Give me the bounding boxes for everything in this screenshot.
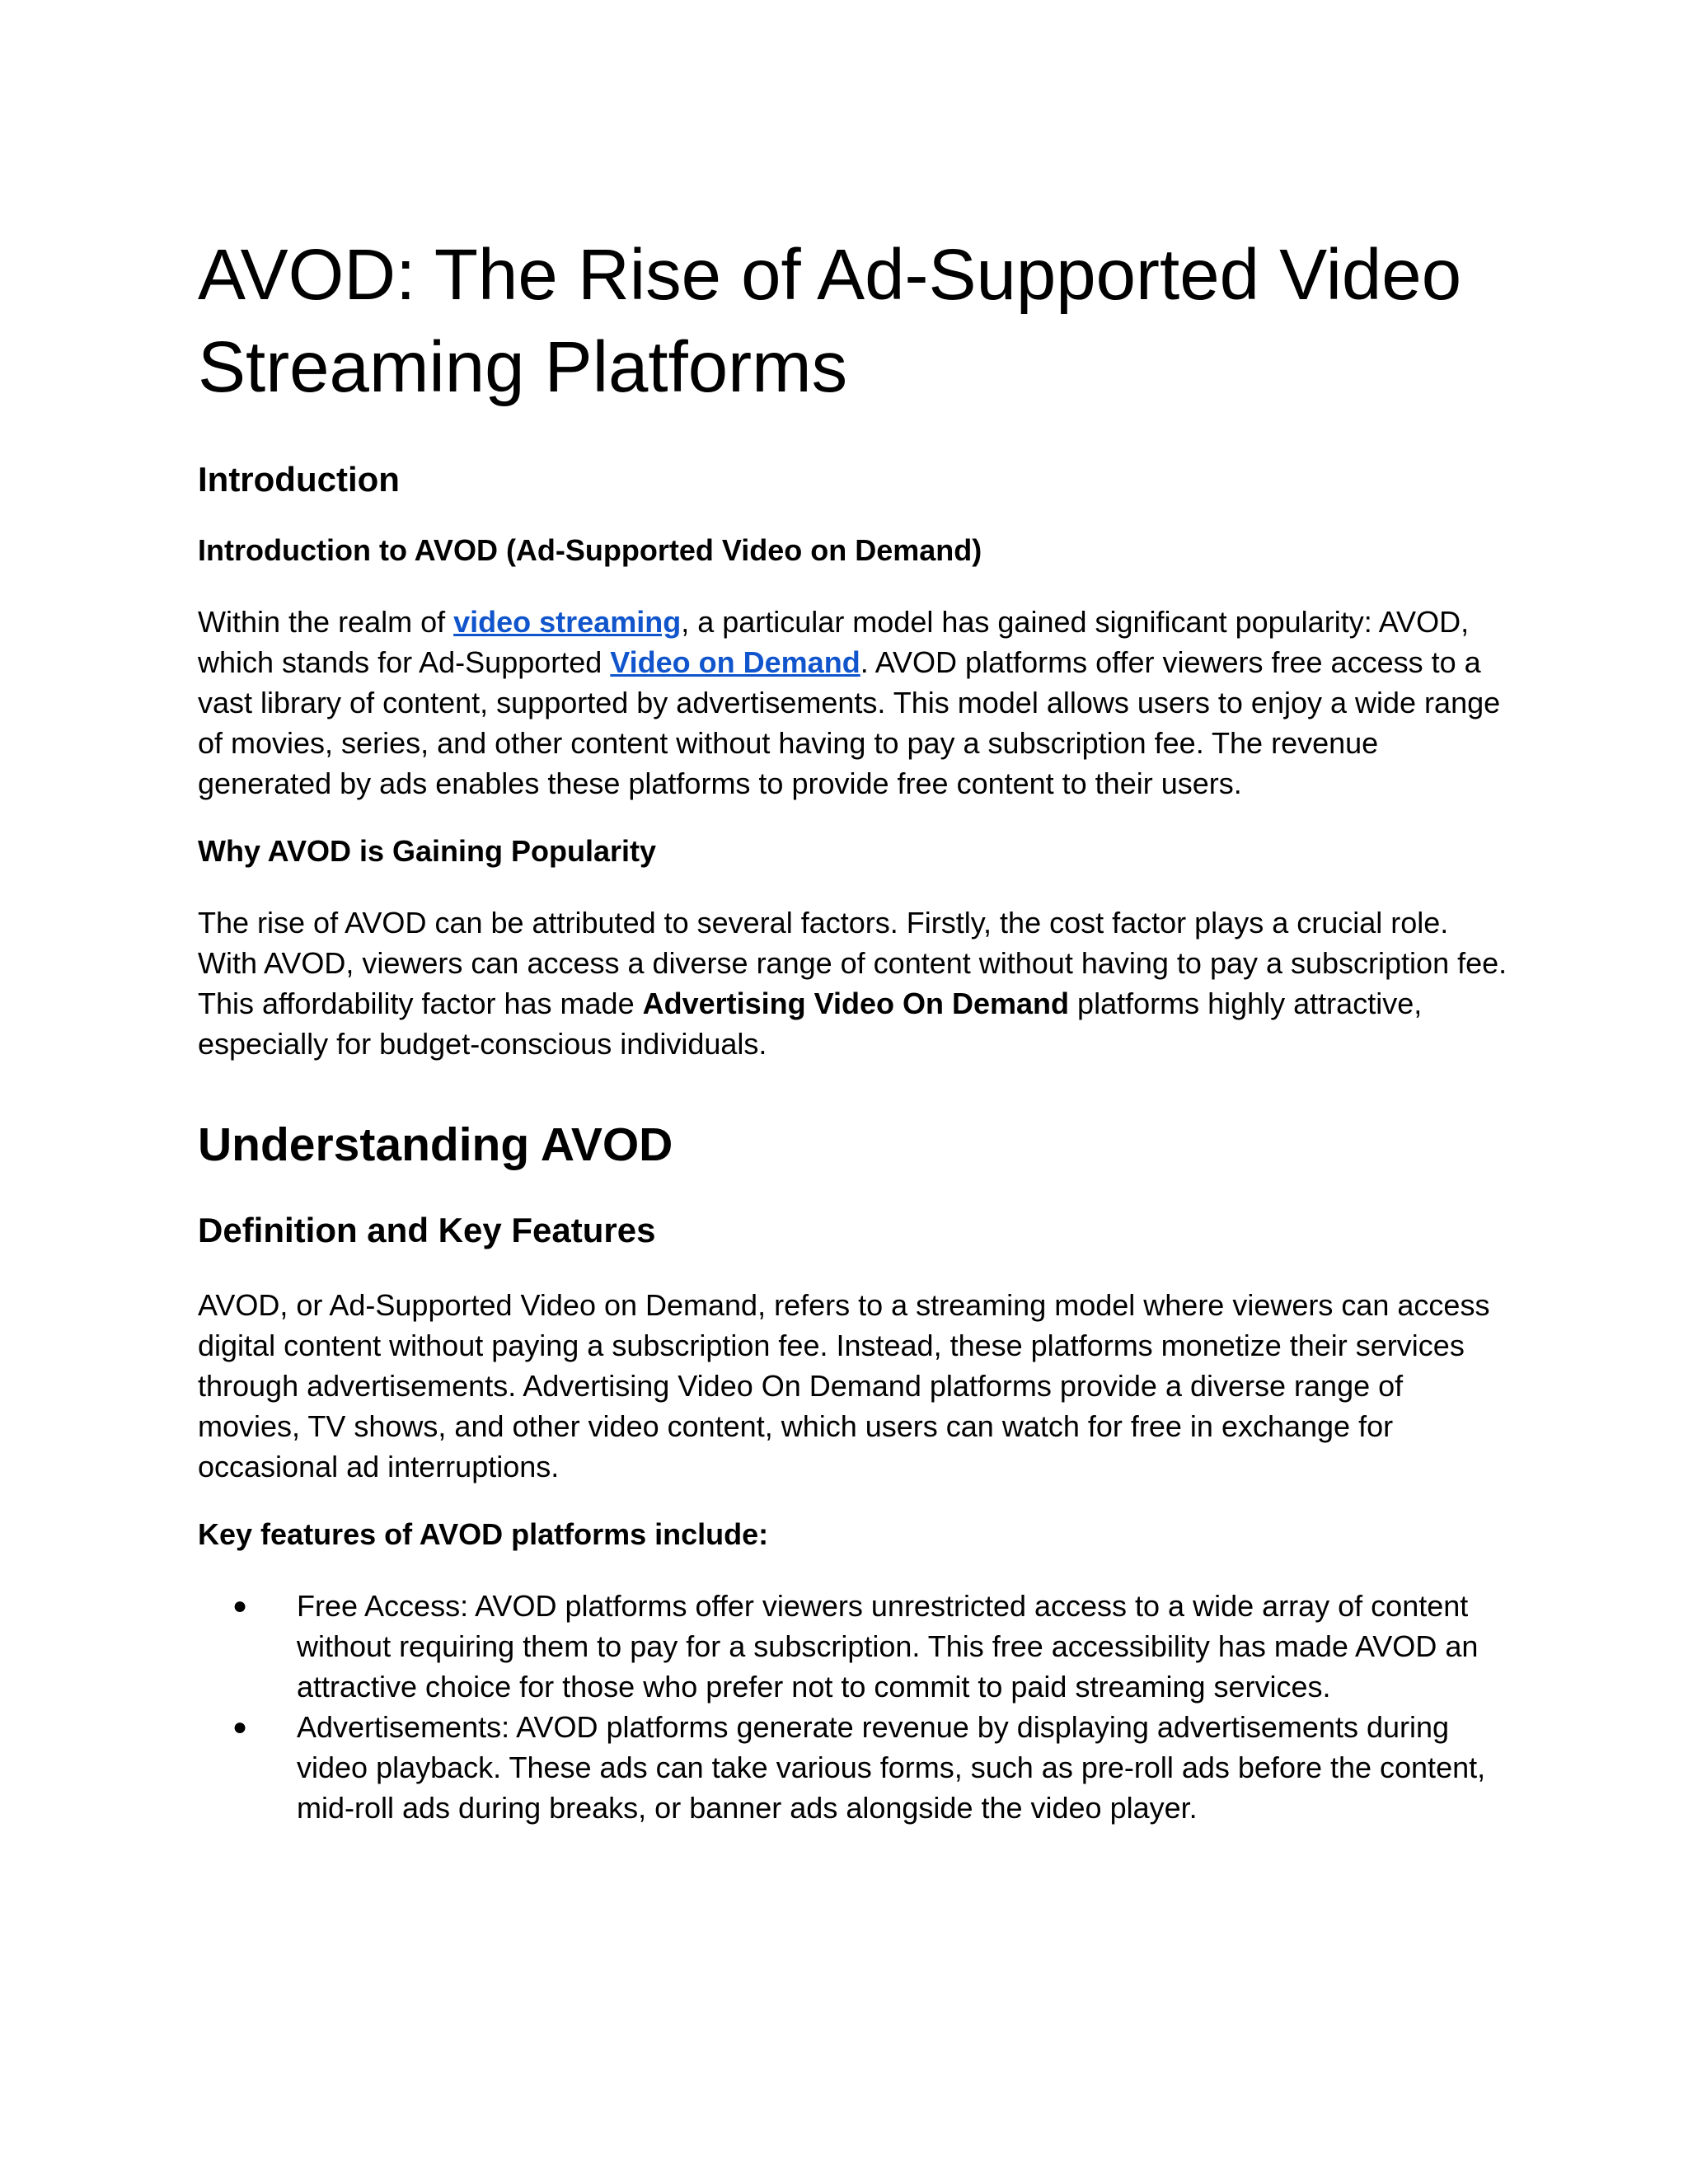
intro-text-2: , a particular model has gained significant popularity: AVOD, which stands for Ad-Supported: [198, 605, 1470, 679]
bullet-icon: ●: [232, 1592, 248, 1619]
feature-text-advertisements: Advertisements: AVOD platforms generate revenue by displaying advertisements during video playback. These ads can take various forms, such as pre-roll ads before the content, mid-roll ads during breaks, or banner ads alongside the video player.: [297, 1710, 1486, 1825]
intro-text-3: . AVOD platforms offer viewers free access to a vast library of content, supported by advertisements. This model allows users to enjoy a wide range of movies, series, and other content without having to pay a subscription fee. The revenue generated by ads enables these platforms to provide free content to their users.: [198, 645, 1501, 800]
bullet-icon: ●: [232, 1713, 248, 1741]
link-video-streaming[interactable]: video streaming: [453, 605, 682, 639]
features-list: [198, 1586, 1508, 1828]
document-title: AVOD: The Rise of Ad-Supported Video Streaming Platforms: [198, 235, 1462, 407]
heading-key-features: Key features of AVOD platforms include:: [198, 1517, 769, 1551]
paragraph-definition: AVOD, or Ad-Supported Video on Demand, refers to a streaming model where viewers can access digital content without paying a subscription fee. Instead, these platforms monetize their services through advertisements. Advertising Video On Demand platforms provide a diverse range of movies, TV shows, and other video content, which users can watch for free in exchange for occasional ad interruptions.: [198, 1288, 1490, 1483]
heading-introduction: Introduction: [198, 460, 400, 499]
why-text-2: platforms highly attractive, especially for budget-conscious individuals.: [198, 987, 1423, 1061]
heading-definition-key-features: Definition and Key Features: [198, 1211, 656, 1249]
paragraph-why-avod: [198, 902, 1508, 1064]
list-item: [198, 1586, 1508, 1707]
why-bold-term: Advertising Video On Demand: [642, 987, 1070, 1020]
link-video-on-demand[interactable]: Video on Demand: [610, 645, 860, 679]
heading-introduction-to-avod: Introduction to AVOD (Ad-Supported Video on Demand): [198, 533, 982, 567]
intro-text-1: Within the realm of: [198, 605, 454, 639]
paragraph-introduction: [198, 602, 1508, 804]
feature-text-free-access: Free Access: AVOD platforms offer viewers unrestricted access to a wide array of content without requiring them to pay for a subscription. This free accessibility has made AVOD an attractive choice for those who prefer not to commit to paid streaming services.: [297, 1589, 1479, 1704]
heading-why-avod: Why AVOD is Gaining Popularity: [198, 834, 657, 868]
why-text-1: The rise of AVOD can be attributed to several factors. Firstly, the cost factor plays a crucial role. With AVOD, viewers can access a diverse range of content without having to pay a subscription fee. This affordability factor has made: [198, 906, 1507, 1020]
list-item: [198, 1707, 1508, 1828]
document-content: [198, 229, 1508, 1828]
heading-understanding-avod: Understanding AVOD: [198, 1118, 673, 1171]
